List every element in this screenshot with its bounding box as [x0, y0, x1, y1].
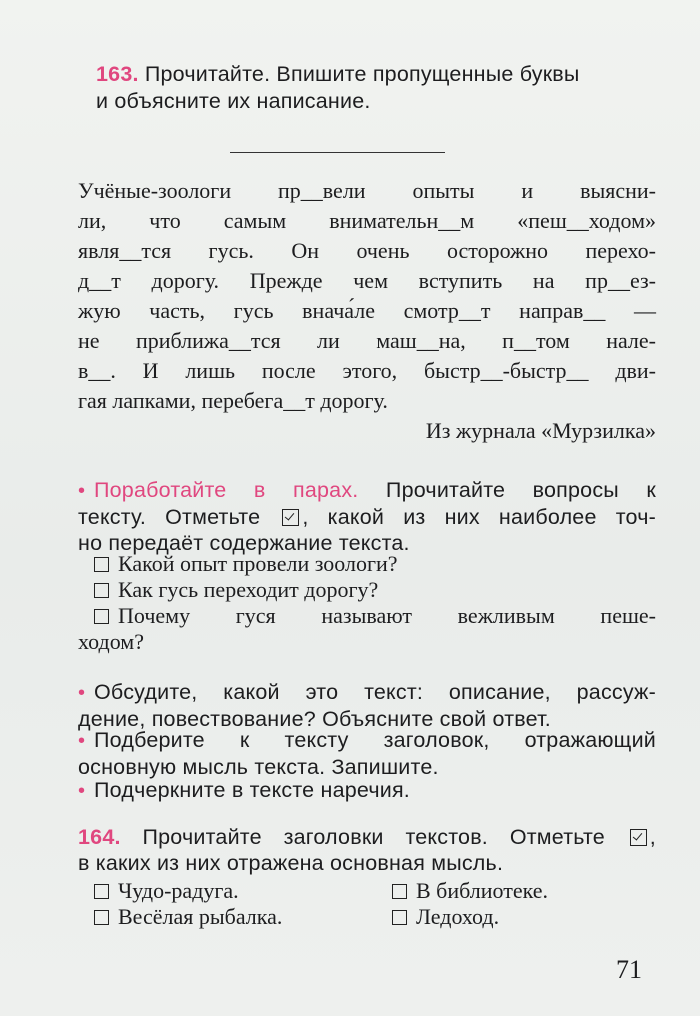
adverbs-line: Подчеркните в тексте наречия.: [94, 778, 410, 802]
text-line: жую часть, гусь внача́ле смотр__т направ__ —: [78, 298, 656, 323]
question-text: Как гусь переходит дорогу?: [118, 577, 379, 602]
text-line: д__т дорогу. Прежде чем вступить на пр__ез-: [78, 268, 656, 293]
bullet-icon: •: [78, 682, 86, 704]
pairs-task-line-3: но передаёт содержание текста.: [78, 531, 410, 555]
checkbox-icon[interactable]: [94, 910, 109, 925]
title-text: Ледоход.: [416, 904, 500, 929]
title-option[interactable]: [94, 904, 282, 930]
exercise-164-header: [78, 824, 656, 876]
checkbox-checked-icon: [630, 829, 647, 846]
text-line: в__. И лишь после этого, быстр__-быстр__ дви-: [78, 358, 656, 383]
checkbox-icon[interactable]: [392, 884, 407, 899]
exercise-164-number: 164.: [78, 825, 121, 849]
pairs-highlight: Поработайте в парах.: [94, 478, 359, 502]
text-line: не приближа__тся ли маш__на, п__том нале-: [78, 328, 656, 353]
title-option[interactable]: [392, 904, 499, 930]
divider-rule: [230, 152, 445, 153]
question-option[interactable]: [94, 603, 656, 629]
title-task-line-2: основную мысль текста. Запишите.: [78, 755, 439, 779]
page-number: 71: [616, 955, 642, 984]
question-text: Почему гуся называют вежливым пеше-: [118, 603, 656, 628]
pairs-task-line-2a: тексту. Отметьте: [78, 505, 261, 529]
checkbox-icon[interactable]: [392, 910, 407, 925]
checkbox-icon[interactable]: [94, 583, 109, 598]
text-line: явля__тся гусь. Он очень осторожно перехо-: [78, 238, 656, 263]
question-text: Какой опыт провели зоологи?: [118, 551, 398, 576]
discuss-task: [78, 679, 656, 732]
text-line: Учёные-зоологи пр__вели опыты и выясни-: [78, 178, 656, 203]
question-option[interactable]: [94, 577, 378, 603]
checkbox-checked-icon: [282, 509, 299, 526]
exercise-164-comma: ,: [649, 825, 656, 849]
pairs-task: [78, 477, 656, 556]
pairs-task-line-1: Прочитайте вопросы к: [385, 478, 656, 502]
checkbox-icon[interactable]: [94, 557, 109, 572]
question-option[interactable]: [94, 551, 398, 577]
text-line: гая лапками, перебега__т дорогу.: [78, 388, 388, 413]
checkbox-icon[interactable]: [94, 884, 109, 899]
text-line: ли, что самым внимательн__м «пеш__ходом»: [78, 208, 656, 233]
exercise-163-number: 163.: [96, 62, 139, 86]
exercise-163-instruction-line-2: и объясните их написание.: [96, 89, 371, 113]
discuss-line-2: дение, повествование? Объясните свой ответ.: [78, 707, 551, 731]
checkbox-icon[interactable]: [94, 609, 109, 624]
exercise-164-line-1: Прочитайте заголовки текстов. Отметьте: [142, 825, 605, 849]
title-option[interactable]: [94, 878, 239, 904]
text-source: Из журнала «Мурзилка»: [425, 418, 656, 443]
title-text: Чудо-радуга.: [118, 878, 239, 903]
exercise-164-line-2: в каких из них отражена основная мысль.: [78, 851, 504, 875]
title-option[interactable]: [392, 878, 548, 904]
title-text: В библиотеке.: [416, 878, 549, 903]
adverbs-task: [78, 777, 656, 804]
exercise-163-header: [96, 61, 656, 115]
bullet-icon: •: [78, 480, 86, 502]
title-text: Весёлая рыбалка.: [118, 904, 283, 929]
question-text-continued: ходом?: [78, 629, 144, 654]
exercise-text: [78, 176, 656, 446]
title-task: [78, 727, 656, 780]
title-task-line-1: Подберите к тексту заголовок, отражающий: [94, 728, 656, 752]
bullet-icon: •: [78, 780, 86, 802]
pairs-task-line-2b: , какой из них наиболее точ-: [302, 505, 656, 529]
bullet-icon: •: [78, 730, 86, 752]
exercise-163-instruction-line-1: Прочитайте. Впишите пропущенные буквы: [144, 62, 580, 86]
discuss-line-1: Обсудите, какой это текст: описание, рассуж-: [94, 680, 656, 704]
